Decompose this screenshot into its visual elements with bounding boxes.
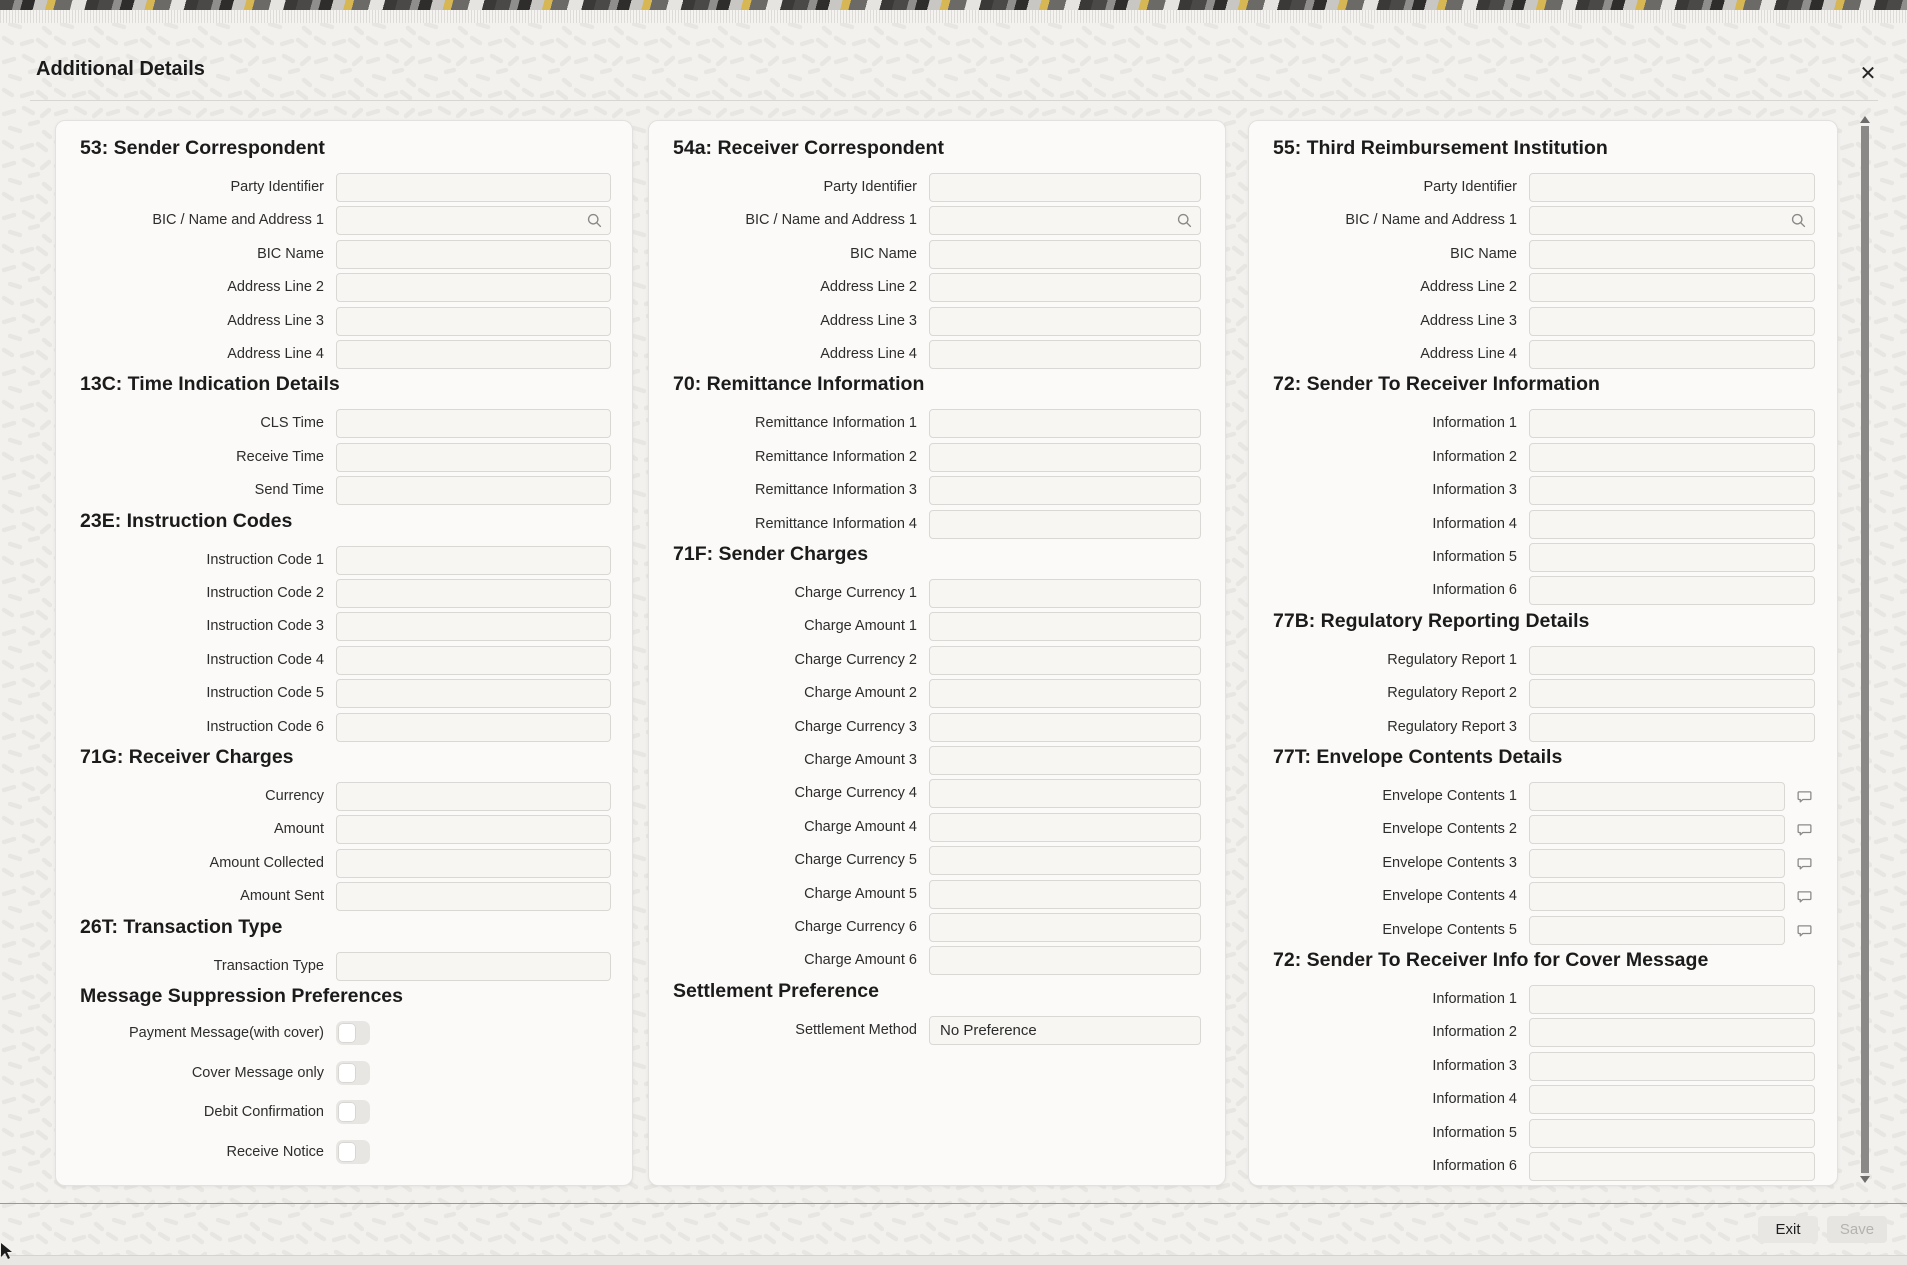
bic-name-and-address-1-input[interactable] bbox=[929, 206, 1201, 235]
field-row-information-3 bbox=[1249, 1052, 1839, 1085]
section-title-72-sender-to-receiver-information: 72: Sender To Receiver Information bbox=[1273, 373, 1600, 396]
field-label: Instruction Code 3 bbox=[206, 618, 324, 635]
field-label: Debit Confirmation bbox=[203, 1104, 324, 1120]
top-decorative-strip bbox=[0, 0, 1907, 10]
field-row-remittance-information-4 bbox=[649, 510, 1227, 543]
field-label: Send Time bbox=[254, 482, 324, 499]
field-label: Instruction Code 5 bbox=[206, 685, 324, 702]
address-line-3-input[interactable] bbox=[1529, 307, 1815, 336]
field-row-remittance-information-3 bbox=[649, 476, 1227, 509]
field-label: Charge Currency 2 bbox=[794, 651, 917, 668]
charge-amount-4-input[interactable] bbox=[929, 813, 1201, 842]
field-label: BIC Name bbox=[850, 245, 917, 262]
address-line-3-input[interactable] bbox=[929, 307, 1201, 336]
field-row-information-5 bbox=[1249, 543, 1839, 576]
address-line-2-input[interactable] bbox=[336, 273, 611, 302]
envelope-contents-3-input[interactable] bbox=[1529, 849, 1785, 878]
information-2-input[interactable] bbox=[1529, 443, 1815, 472]
field-label: Regulatory Report 1 bbox=[1387, 651, 1517, 668]
charge-amount-6-input[interactable] bbox=[929, 946, 1201, 975]
information-6-input[interactable] bbox=[1529, 576, 1815, 605]
field-row-regulatory-report-2 bbox=[1249, 679, 1839, 712]
amount-collected-input[interactable] bbox=[336, 849, 611, 878]
field-row-amount-sent bbox=[56, 882, 634, 915]
comment-icon[interactable] bbox=[1796, 855, 1813, 877]
field-row-information-1 bbox=[1249, 409, 1839, 442]
field-row-bic-name bbox=[649, 240, 1227, 273]
field-row-bic-name bbox=[1249, 240, 1839, 273]
field-row-charge-currency-2 bbox=[649, 646, 1227, 679]
field-row-charge-amount-4 bbox=[649, 813, 1227, 846]
charge-amount-2-input[interactable] bbox=[929, 679, 1201, 708]
field-label: Amount Sent bbox=[240, 888, 324, 905]
field-label: Remittance Information 4 bbox=[755, 515, 917, 532]
field-label: Settlement Method bbox=[795, 1021, 917, 1038]
field-row-address-line-3 bbox=[1249, 307, 1839, 340]
bic-name-input[interactable] bbox=[336, 240, 611, 269]
field-label: Information 6 bbox=[1432, 1158, 1517, 1174]
charge-currency-4-input[interactable] bbox=[929, 779, 1201, 808]
field-label: Charge Currency 3 bbox=[794, 718, 917, 735]
amount-sent-input[interactable] bbox=[336, 882, 611, 911]
field-label: Address Line 4 bbox=[1420, 346, 1517, 362]
field-row-regulatory-report-3 bbox=[1249, 713, 1839, 746]
field-row-charge-currency-3 bbox=[649, 713, 1227, 746]
field-label: BIC Name bbox=[257, 245, 324, 262]
scrollbar-thumb[interactable] bbox=[1861, 126, 1869, 1173]
instruction-code-6-input[interactable] bbox=[336, 713, 611, 742]
toggle-knob bbox=[338, 1142, 356, 1162]
field-row-cover-message-only bbox=[56, 1061, 634, 1101]
envelope-contents-2-input[interactable] bbox=[1529, 815, 1785, 844]
field-label: Information 5 bbox=[1432, 1124, 1517, 1141]
field-row-information-3 bbox=[1249, 476, 1839, 509]
field-label: Receive Time bbox=[236, 448, 324, 465]
information-3-input[interactable] bbox=[1529, 476, 1815, 505]
field-label: Charge Currency 4 bbox=[794, 785, 917, 802]
field-row-bic-name-and-address-1 bbox=[649, 206, 1227, 239]
save-button[interactable]: Save bbox=[1827, 1216, 1887, 1243]
field-label: Information 4 bbox=[1432, 1091, 1517, 1108]
section-title-72-sender-to-receiver-info-for-cover-message: 72: Sender To Receiver Info for Cover Message bbox=[1273, 949, 1709, 971]
field-row-settlement-method bbox=[649, 1016, 1227, 1049]
field-label: Information 5 bbox=[1432, 549, 1517, 565]
scrollbar-down-arrow[interactable] bbox=[1860, 1176, 1870, 1183]
top-hatch-strip bbox=[0, 10, 1907, 23]
information-4-input[interactable] bbox=[1529, 1085, 1815, 1114]
receive-time-input[interactable] bbox=[336, 443, 611, 472]
scrollbar-up-arrow[interactable] bbox=[1860, 116, 1870, 123]
receive-notice-toggle[interactable] bbox=[336, 1140, 370, 1164]
section-title-77b-regulatory-reporting-details: 77B: Regulatory Reporting Details bbox=[1273, 609, 1590, 632]
field-row-information-4 bbox=[1249, 510, 1839, 543]
field-label: Charge Amount 2 bbox=[804, 685, 917, 702]
envelope-contents-4-input[interactable] bbox=[1529, 882, 1785, 911]
field-label: Envelope Contents 3 bbox=[1382, 854, 1517, 871]
footer-divider bbox=[0, 1203, 1907, 1204]
section-title-message-suppression-preferences: Message Suppression Preferences bbox=[80, 985, 403, 1007]
field-row-instruction-code-2 bbox=[56, 579, 634, 612]
field-row-party-identifier bbox=[649, 173, 1227, 206]
field-row-amount-collected bbox=[56, 849, 634, 882]
field-row-debit-confirmation bbox=[56, 1100, 634, 1140]
party-identifier-input[interactable] bbox=[929, 173, 1201, 202]
field-row-transaction-type bbox=[56, 952, 634, 985]
bic-name-input[interactable] bbox=[929, 240, 1201, 269]
field-label: BIC / Name and Address 1 bbox=[1345, 212, 1517, 229]
field-row-charge-amount-1 bbox=[649, 612, 1227, 645]
charge-currency-6-input[interactable] bbox=[929, 913, 1201, 942]
field-label: Instruction Code 2 bbox=[206, 585, 324, 601]
field-label: Party Identifier bbox=[230, 179, 324, 195]
bottom-strip bbox=[0, 1255, 1907, 1265]
field-row-instruction-code-4 bbox=[56, 646, 634, 679]
field-label: Address Line 2 bbox=[1420, 279, 1517, 296]
field-label: Information 4 bbox=[1432, 515, 1517, 532]
field-row-instruction-code-3 bbox=[56, 612, 634, 645]
field-label: Instruction Code 6 bbox=[206, 718, 324, 735]
field-row-party-identifier bbox=[56, 173, 634, 206]
field-row-envelope-contents-3 bbox=[1249, 849, 1839, 882]
field-label: Regulatory Report 2 bbox=[1387, 685, 1517, 702]
instruction-code-3-input[interactable] bbox=[336, 612, 611, 641]
payment-message-with-cover-toggle[interactable] bbox=[336, 1021, 370, 1045]
section-title-54a-receiver-correspondent: 54a: Receiver Correspondent bbox=[673, 137, 944, 159]
field-row-remittance-information-1 bbox=[649, 409, 1227, 442]
information-6-input[interactable] bbox=[1529, 1152, 1815, 1181]
field-row-address-line-3 bbox=[649, 307, 1227, 340]
field-label: Party Identifier bbox=[1423, 179, 1517, 195]
charge-currency-5-input[interactable] bbox=[929, 846, 1201, 875]
field-label: Address Line 4 bbox=[820, 346, 917, 362]
field-row-bic-name-and-address-1 bbox=[56, 206, 634, 239]
field-label: Receive Notice bbox=[226, 1143, 324, 1160]
field-row-amount bbox=[56, 815, 634, 848]
field-row-payment-message-with-cover bbox=[56, 1021, 634, 1061]
field-label: Information 2 bbox=[1432, 448, 1517, 465]
field-row-envelope-contents-2 bbox=[1249, 815, 1839, 848]
field-label: Charge Amount 6 bbox=[804, 952, 917, 969]
field-label: Charge Amount 4 bbox=[804, 818, 917, 835]
field-label: Remittance Information 1 bbox=[755, 415, 917, 432]
field-row-party-identifier bbox=[1249, 173, 1839, 206]
field-row-charge-currency-5 bbox=[649, 846, 1227, 879]
field-label: Charge Currency 1 bbox=[794, 585, 917, 601]
field-label: Address Line 3 bbox=[227, 312, 324, 329]
field-label: Regulatory Report 3 bbox=[1387, 718, 1517, 735]
field-label: BIC / Name and Address 1 bbox=[745, 212, 917, 229]
address-line-2-input[interactable] bbox=[929, 273, 1201, 302]
field-label: Remittance Information 3 bbox=[755, 482, 917, 499]
field-row-bic-name bbox=[56, 240, 634, 273]
instruction-code-1-input[interactable] bbox=[336, 546, 611, 575]
instruction-code-4-input[interactable] bbox=[336, 646, 611, 675]
comment-icon[interactable] bbox=[1796, 922, 1813, 944]
information-2-input[interactable] bbox=[1529, 1018, 1815, 1047]
remittance-information-1-input[interactable] bbox=[929, 409, 1201, 438]
field-label: Payment Message(with cover) bbox=[128, 1025, 324, 1041]
field-label: Envelope Contents 1 bbox=[1382, 788, 1517, 804]
address-line-2-input[interactable] bbox=[1529, 273, 1815, 302]
section-title-70-remittance-information: 70: Remittance Information bbox=[673, 373, 925, 396]
field-label: Information 1 bbox=[1432, 991, 1517, 1007]
field-row-information-1 bbox=[1249, 985, 1839, 1018]
field-label: Charge Amount 5 bbox=[804, 885, 917, 902]
field-label: Instruction Code 1 bbox=[206, 551, 324, 568]
field-row-information-6 bbox=[1249, 576, 1839, 609]
information-5-input[interactable] bbox=[1529, 1119, 1815, 1148]
field-label: Remittance Information 2 bbox=[755, 448, 917, 465]
field-row-envelope-contents-1 bbox=[1249, 782, 1839, 815]
bic-name-and-address-1-input[interactable] bbox=[336, 206, 611, 235]
field-row-charge-amount-5 bbox=[649, 880, 1227, 913]
field-row-information-2 bbox=[1249, 1018, 1839, 1051]
toggle-knob bbox=[338, 1023, 356, 1043]
field-row-cls-time bbox=[56, 409, 634, 442]
field-row-charge-currency-4 bbox=[649, 779, 1227, 812]
party-identifier-input[interactable] bbox=[1529, 173, 1815, 202]
field-label: Address Line 2 bbox=[227, 279, 324, 296]
charge-currency-1-input[interactable] bbox=[929, 579, 1201, 608]
field-row-instruction-code-5 bbox=[56, 679, 634, 712]
section-title-26t-transaction-type: 26T: Transaction Type bbox=[80, 915, 283, 938]
field-label: Cover Message only bbox=[191, 1064, 324, 1081]
field-row-address-line-3 bbox=[56, 307, 634, 340]
field-row-address-line-4 bbox=[1249, 340, 1839, 373]
information-1-input[interactable] bbox=[1529, 985, 1815, 1014]
settlement-method-input[interactable] bbox=[929, 1016, 1201, 1045]
field-row-charge-amount-6 bbox=[649, 946, 1227, 979]
field-row-information-4 bbox=[1249, 1085, 1839, 1118]
search-icon[interactable] bbox=[586, 212, 603, 234]
currency-input[interactable] bbox=[336, 782, 611, 811]
field-label: BIC Name bbox=[1450, 245, 1517, 262]
field-label: BIC / Name and Address 1 bbox=[152, 212, 324, 229]
field-row-address-line-2 bbox=[1249, 273, 1839, 306]
section-title-71f-sender-charges: 71F: Sender Charges bbox=[673, 543, 869, 565]
address-line-4-input[interactable] bbox=[336, 340, 611, 369]
field-row-envelope-contents-4 bbox=[1249, 882, 1839, 915]
bic-name-input[interactable] bbox=[1529, 240, 1815, 269]
address-line-4-input[interactable] bbox=[1529, 340, 1815, 369]
remittance-information-4-input[interactable] bbox=[929, 510, 1201, 539]
amount-input[interactable] bbox=[336, 815, 611, 844]
field-label: Information 6 bbox=[1432, 582, 1517, 599]
section-title-55-third-reimbursement-institution: 55: Third Reimbursement Institution bbox=[1273, 137, 1608, 159]
regulatory-report-1-input[interactable] bbox=[1529, 646, 1815, 675]
field-row-bic-name-and-address-1 bbox=[1249, 206, 1839, 239]
bic-name-and-address-1-input[interactable] bbox=[1529, 206, 1815, 235]
field-row-information-6 bbox=[1249, 1152, 1839, 1185]
regulatory-report-3-input[interactable] bbox=[1529, 713, 1815, 742]
field-row-regulatory-report-1 bbox=[1249, 646, 1839, 679]
envelope-contents-1-input[interactable] bbox=[1529, 782, 1785, 811]
section-title-23e-instruction-codes: 23E: Instruction Codes bbox=[80, 509, 293, 532]
search-icon[interactable] bbox=[1790, 212, 1807, 234]
field-row-remittance-information-2 bbox=[649, 443, 1227, 476]
party-identifier-input[interactable] bbox=[336, 173, 611, 202]
charge-currency-2-input[interactable] bbox=[929, 646, 1201, 675]
section-title-53-sender-correspondent: 53: Sender Correspondent bbox=[80, 137, 325, 159]
field-row-address-line-4 bbox=[56, 340, 634, 373]
field-row-envelope-contents-5 bbox=[1249, 916, 1839, 949]
field-label: Amount bbox=[274, 821, 324, 838]
field-row-instruction-code-6 bbox=[56, 713, 634, 746]
debit-confirmation-toggle[interactable] bbox=[336, 1100, 370, 1124]
field-row-charge-amount-2 bbox=[649, 679, 1227, 712]
field-row-charge-amount-3 bbox=[649, 746, 1227, 779]
remittance-information-3-input[interactable] bbox=[929, 476, 1201, 505]
search-icon[interactable] bbox=[1176, 212, 1193, 234]
send-time-input[interactable] bbox=[336, 476, 611, 505]
field-row-receive-notice bbox=[56, 1140, 634, 1180]
section-title-settlement-preference: Settlement Preference bbox=[673, 979, 879, 1002]
field-label: Address Line 2 bbox=[820, 279, 917, 296]
field-row-receive-time bbox=[56, 443, 634, 476]
field-label: Information 3 bbox=[1432, 482, 1517, 499]
instruction-code-2-input[interactable] bbox=[336, 579, 611, 608]
cover-message-only-toggle[interactable] bbox=[336, 1061, 370, 1085]
field-label: Address Line 3 bbox=[1420, 312, 1517, 329]
field-label: Party Identifier bbox=[823, 179, 917, 195]
toggle-knob bbox=[338, 1063, 356, 1083]
form-panel-middle bbox=[648, 120, 1226, 1186]
close-icon[interactable]: ✕ bbox=[1853, 58, 1883, 88]
field-row-charge-currency-6 bbox=[649, 913, 1227, 946]
field-label: Charge Amount 3 bbox=[804, 752, 917, 768]
field-row-currency bbox=[56, 782, 634, 815]
toggle-knob bbox=[338, 1102, 356, 1122]
section-title-77t-envelope-contents-details: 77T: Envelope Contents Details bbox=[1273, 746, 1563, 768]
field-row-address-line-2 bbox=[649, 273, 1227, 306]
cls-time-input[interactable] bbox=[336, 409, 611, 438]
field-label: Amount Collected bbox=[209, 854, 324, 871]
comment-icon[interactable] bbox=[1796, 821, 1813, 843]
information-4-input[interactable] bbox=[1529, 510, 1815, 539]
charge-amount-1-input[interactable] bbox=[929, 612, 1201, 641]
field-label: Currency bbox=[265, 788, 324, 804]
comment-icon[interactable] bbox=[1796, 788, 1813, 810]
field-row-information-5 bbox=[1249, 1119, 1839, 1152]
section-title-71g-receiver-charges: 71G: Receiver Charges bbox=[80, 746, 294, 768]
field-label: Charge Currency 5 bbox=[794, 852, 917, 869]
field-label: Address Line 3 bbox=[820, 312, 917, 329]
section-title-13c-time-indication-details: 13C: Time Indication Details bbox=[80, 373, 340, 396]
instruction-code-5-input[interactable] bbox=[336, 679, 611, 708]
comment-icon[interactable] bbox=[1796, 888, 1813, 910]
address-line-3-input[interactable] bbox=[336, 307, 611, 336]
field-label: Information 2 bbox=[1432, 1024, 1517, 1041]
field-label: Charge Currency 6 bbox=[794, 919, 917, 935]
field-label: CLS Time bbox=[260, 415, 324, 432]
exit-button[interactable]: Exit bbox=[1758, 1216, 1818, 1243]
field-label: Information 3 bbox=[1432, 1057, 1517, 1074]
field-label: Information 1 bbox=[1432, 415, 1517, 432]
charge-amount-3-input[interactable] bbox=[929, 746, 1201, 775]
form-panel-left bbox=[55, 120, 633, 1186]
field-row-address-line-4 bbox=[649, 340, 1227, 373]
page-title: Additional Details bbox=[36, 58, 205, 80]
form-panel-right bbox=[1248, 120, 1838, 1186]
envelope-contents-5-input[interactable] bbox=[1529, 916, 1785, 945]
remittance-information-2-input[interactable] bbox=[929, 443, 1201, 472]
field-label: Instruction Code 4 bbox=[206, 651, 324, 668]
field-label: Envelope Contents 5 bbox=[1382, 921, 1517, 938]
information-5-input[interactable] bbox=[1529, 543, 1815, 572]
charge-amount-5-input[interactable] bbox=[929, 880, 1201, 909]
field-row-information-2 bbox=[1249, 443, 1839, 476]
information-3-input[interactable] bbox=[1529, 1052, 1815, 1081]
address-line-4-input[interactable] bbox=[929, 340, 1201, 369]
title-divider bbox=[30, 100, 1878, 101]
field-row-instruction-code-1 bbox=[56, 546, 634, 579]
transaction-type-input[interactable] bbox=[336, 952, 611, 981]
field-label: Charge Amount 1 bbox=[804, 618, 917, 635]
mouse-cursor bbox=[0, 1242, 14, 1260]
field-row-charge-currency-1 bbox=[649, 579, 1227, 612]
charge-currency-3-input[interactable] bbox=[929, 713, 1201, 742]
information-1-input[interactable] bbox=[1529, 409, 1815, 438]
regulatory-report-2-input[interactable] bbox=[1529, 679, 1815, 708]
field-row-send-time bbox=[56, 476, 634, 509]
field-label: Envelope Contents 4 bbox=[1382, 888, 1517, 905]
field-label: Address Line 4 bbox=[227, 346, 324, 362]
field-label: Transaction Type bbox=[213, 957, 324, 974]
field-label: Envelope Contents 2 bbox=[1382, 821, 1517, 838]
field-row-address-line-2 bbox=[56, 273, 634, 306]
